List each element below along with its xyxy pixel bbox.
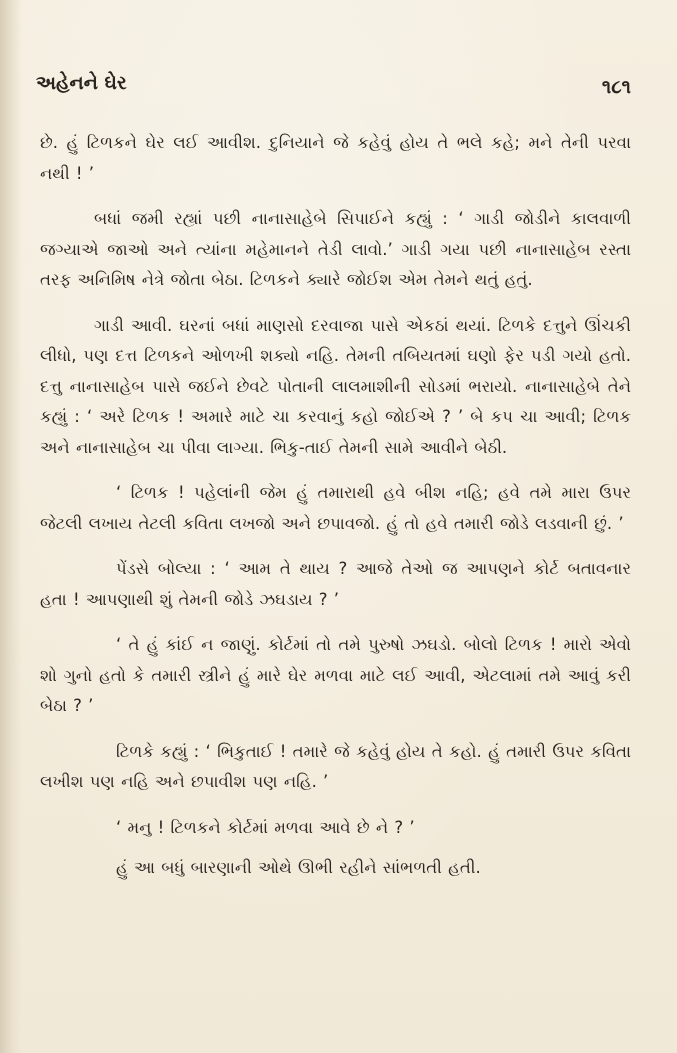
paragraph-3: ગાડી આવી. ઘરનાં બધાં માણસો દરવાજા પાસે એકઠાં થયાં. ટિળકે દત્તુને ઊંચકી લીધો, પણ દત્ત ટિળકને ઓળખી શક્યો નહિ. તેમની તબિયતમાં ઘણો ફેર પડી ગયો હતો. દત્તુ નાનાસાહેબ પાસે જઈને છેવટે પોતાની લાલમાશીની સોડમાં ભરાયો. નાનાસાહેબે તેને કહ્યું : ‘ અરે ટિળક ! અમારે માટે ચા કરવાનું કહો જોઈએ ? ’ બે કપ ચા આવી; ટિળક અને નાનાસાહેબ ચા પીવા લાગ્યા. ભિકુ-તાઈ તેમની સામે આવીને બેઠી. bbox=[40, 315, 631, 457]
paragraph-4: ‘ ટિળક ! પહેલાંની જેમ હું તમારાથી હવે બીશ નહિ; હવે તમે મારા ઉપર જેટલી લખાય તેટલી કવિતા લખજો અને છપાવજો. હું તો હવે તમારી જોડે લડવાની છું. ’ bbox=[40, 483, 631, 533]
paragraph-8: ‘ મનુ ! ટિળકને કોર્ટમાં મળવા આવે છે ને ? ’ bbox=[116, 817, 415, 837]
page-number: ૧૮૧ bbox=[601, 76, 631, 98]
body-text bbox=[40, 128, 631, 899]
paragraph-6: ‘ તે હું કાંઈ ન જાણું. કોર્ટમાં તો તમે પુરુષો ઝઘડો. બોલો ટિળક ! મારો એવો શો ગુનો હતો કે તમારી સ્ત્રીને હું મારે ઘેર મળવા માટે લઈ આવી, એટલામાં તમે આવું કરી બેઠા ? ’ bbox=[40, 635, 631, 715]
paragraph-2: બધાં જમી રહ્યાં પછી નાનાસાહેબે સિપાઈને કહ્યું : ‘ ગાડી જોડીને કાલવાળી જગ્યાએ જાઓ અને ત્યાંના મહેમાનને તેડી લાવો.’ ગાડી ગયા પછી નાનાસાહેબ રસ્તા તરફ અનિમિષ નેત્રે જોતા બેઠા. ટિળકને ક્યારે જોઈશ એમ તેમને થતું હતું. bbox=[40, 209, 631, 289]
page-binding-edge bbox=[0, 0, 22, 1053]
running-head: અહેનને ઘેર bbox=[36, 72, 127, 94]
paragraph-5: પેંડસે બોલ્યા : ‘ આમ તે થાય ? આજે તેઓ જ આપણને કોર્ટ બતાવનાર હતા ! આપણાથી શું તેમની જોડે ઝઘડાય ? ’ bbox=[40, 559, 631, 609]
paragraph-9: હું આ બધું બારણાની ઓથે ઊભી રહીને સાંભળતી હતી. bbox=[116, 858, 481, 877]
page-header bbox=[36, 72, 631, 112]
paragraph-1: છે. હું ટિળકને ઘેર લઈ આવીશ. દુનિયાને જે કહેવું હોય તે ભલે કહે; મને તેની પરવા નથી ! ’ bbox=[40, 133, 631, 183]
paragraph-7: ટિળકે કહ્યું : ‘ ભિકુતાઈ ! તમારે જે કહેવું હોય તે કહો. હું તમારી ઉપર કવિતા લખીશ પણ નહિ અને છપાવીશ પણ નહિ. ’ bbox=[40, 741, 631, 791]
